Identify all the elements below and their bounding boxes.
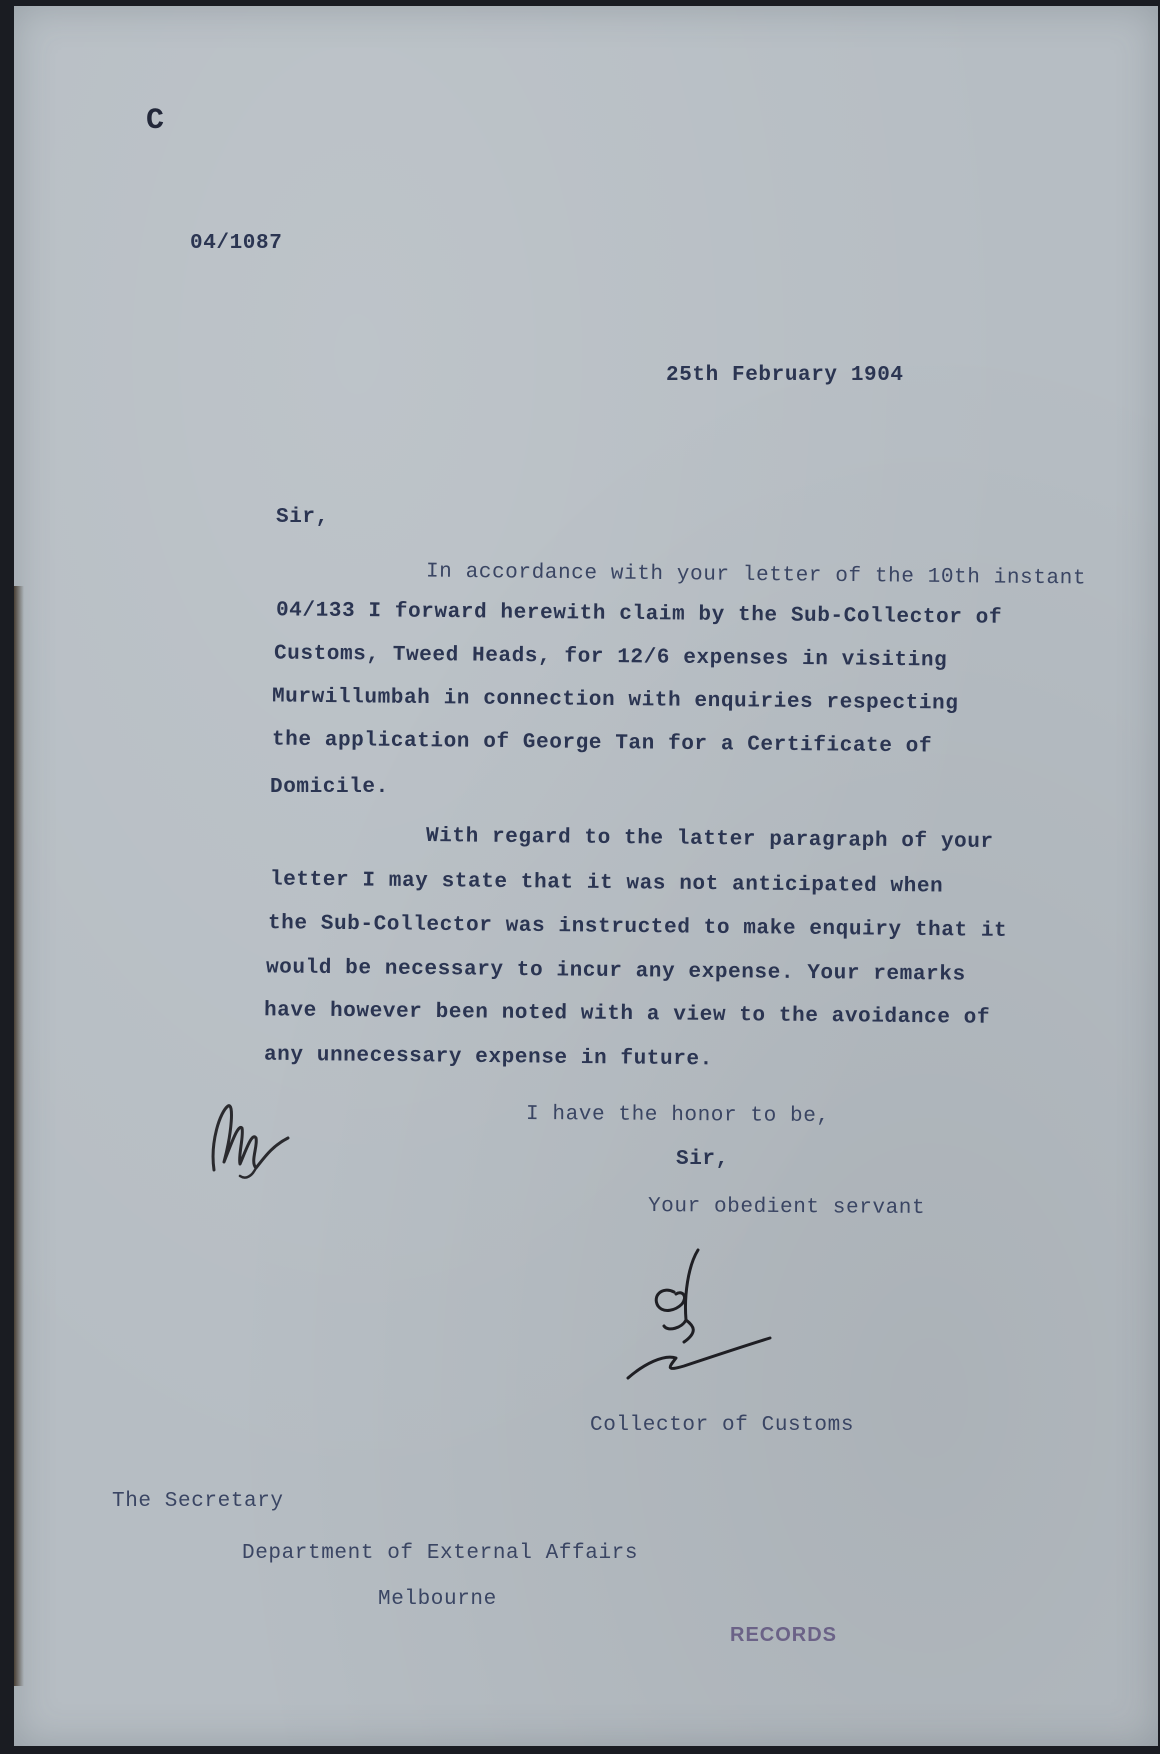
paragraph-1-line-5: the application of George Tan for a Certificate of (271, 728, 933, 759)
paragraph-2-line-1: With regard to the latter paragraph of your (425, 825, 994, 854)
closing-line-3: Your obedient servant (647, 1195, 926, 1220)
paragraph-2-line-4: would be necessary to incur any expense. Your remarks (265, 956, 966, 987)
paragraph-1-line-2: 04/133 I forward herewith claim by the Sub-Collector of (275, 599, 1003, 630)
address-line-2: Department of External Affairs (242, 1542, 639, 1565)
closing-line-2: Sir, (676, 1148, 729, 1171)
handwritten-signature (624, 1246, 774, 1386)
address-line-1: The Secretary (112, 1490, 284, 1513)
address-line-3: Melbourne (378, 1588, 497, 1611)
corner-mark: C (146, 104, 165, 138)
signature-title: Collector of Customs (590, 1414, 855, 1437)
paper-edge-shadow (14, 586, 24, 1686)
paragraph-2-line-3: the Sub-Collector was instructed to make enquiry that it (267, 912, 1008, 943)
letter-page (14, 6, 1158, 1746)
paragraph-2-line-2: letter I may state that it was not anticipated when (269, 868, 944, 899)
file-reference: 04/1087 (190, 232, 283, 255)
salutation: Sir, (276, 506, 329, 529)
paragraph-2-line-5: have however been noted with a view to the avoidance of (263, 999, 991, 1030)
paragraph-1-line-4: Murwillumbah in connection with enquiries respecting (271, 685, 959, 716)
paragraph-1-line-6: Domicile. (270, 776, 389, 799)
paragraph-1-line-3: Customs, Tweed Heads, for 12/6 expenses in visiting (273, 642, 948, 673)
letter-date: 25th February 1904 (666, 364, 904, 387)
paragraph-2-line-6: any unnecessary expense in future. (263, 1043, 713, 1072)
paragraph-1-line-1: In accordance with your letter of the 10th instant (425, 560, 1087, 591)
handwritten-initials (206, 1072, 296, 1182)
closing-line-1: I have the honor to be, (525, 1102, 830, 1129)
records-stamp: RECORDS (730, 1624, 838, 1646)
